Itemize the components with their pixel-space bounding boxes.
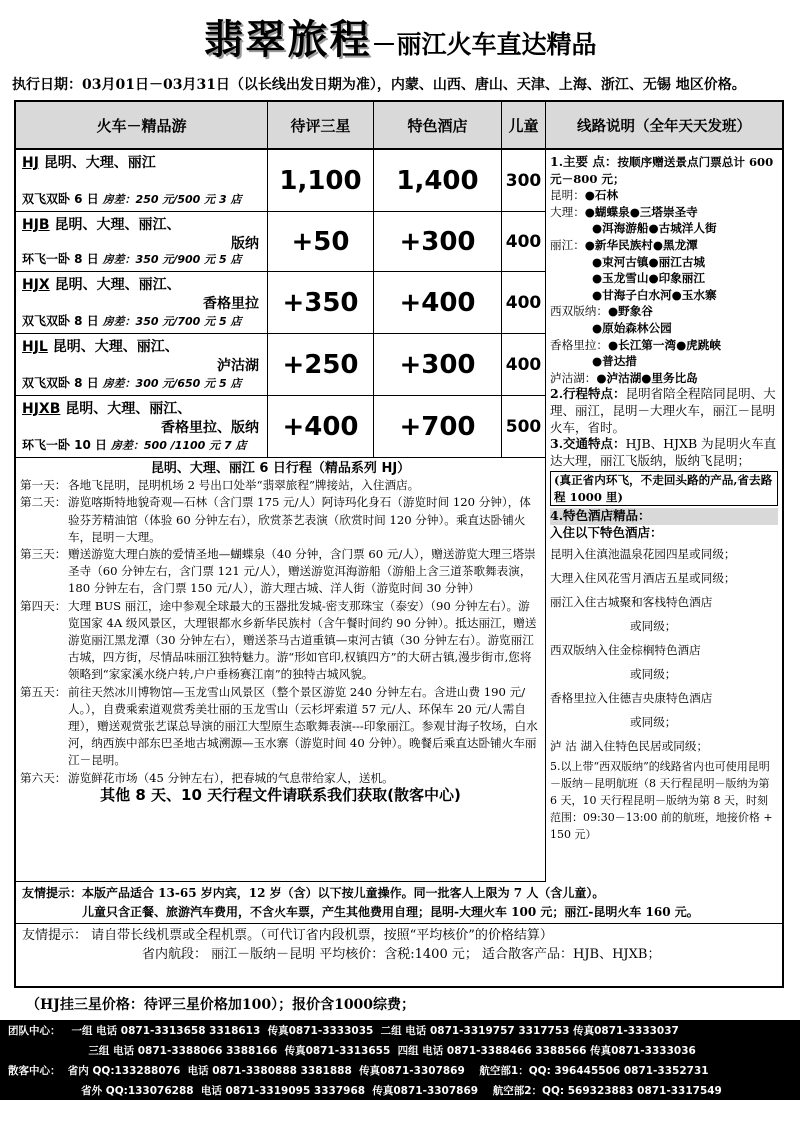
tip-box-1: 友情提示：本版产品适合 13-65 岁内宾，12 岁（含）以下按儿童操作。同一批客人上限为 7 人（含儿童）。 儿童只含正餐、旅游汽车费用，不含火车票，产生其他费用自理；昆明-大理火车 100 元；丽江-昆明火车 160 元。 — [16, 882, 782, 924]
route-info: 双飞双卧 6 日 房差：250 元/500 元 3 店 — [22, 192, 242, 206]
spot-line: 昆明：●石林 — [550, 188, 619, 203]
spot-line: ●玉龙雪山●印象丽江 — [592, 271, 705, 286]
route-name: HJ 昆明、大理、丽江 — [22, 155, 156, 171]
contact-bar — [0, 1020, 800, 1117]
itinerary — [16, 458, 546, 882]
route-row — [16, 396, 546, 458]
price-table — [14, 100, 784, 988]
hotel-line: 或同级； — [630, 714, 677, 729]
itinerary-day: 第六天： 游览鲜花市场（45 分钟左右），把春城的气息带给家人，送机。 — [20, 770, 394, 785]
hotel-line: 泸 沽 湖入住特色民居或同级； — [550, 738, 709, 753]
price-child: 400 — [502, 272, 546, 333]
price-note: （HJ挂三星价格：待评三星价格加100）；报价含1000综费； — [26, 997, 416, 1013]
tip-box-2: 友情提示： 请自带长线机票或全程机票。（可代订省内段机票，按照“平均核价”的价格结算） 省内航段： 丽江－版纳－昆明 平均核价：含税:1400 元； 适合散客产品：HJB、HJXB； — [22, 928, 661, 962]
address-line: 地址： 昆明市环城南路108号东来大厦17楼 云南翡翠旅行社有限公司 许可证号：L-YN-00038 — [8, 1105, 470, 1117]
hotel-line: 或同级； — [630, 618, 677, 633]
itinerary-day: 第一天： 各地飞昆明，昆明机场 2 号出口处举“翡翠旅程”牌接站，入住酒店。 — [20, 478, 420, 493]
route-cell — [16, 212, 268, 271]
price-child: 400 — [502, 334, 546, 395]
itinerary-day: 第四天： 大理 BUS 丽江，途中参观全球最大的玉器批发城-密支那珠宝（泰安）（90 分钟左右）。游览国家 4A 级风景区，大理银都水乡新华民族村（含午餐时间约 90 分钟）。抵达丽江，赠送游览丽江黑龙潭（30 分钟左右），赠送茶马古道重镇—束河古镇（30 分钟左右）。游览丽江古城，四方街，尽情品味丽江独特魅力。游“形如官印,权镇四方”的大研古镇,漫步街市,您将领略到“家家溪水绕户转,户户垂杨赛江南”的独特古城风貌。 — [20, 598, 537, 682]
contact-line: 团队中心： 一组 电话 0871-3313658 3318613 传真0871-3333035 二组 电话 0871-3319757 3317753 传真0871-3333037 — [8, 1025, 679, 1037]
route-row — [16, 212, 546, 272]
spot-line: 丽江：●新华民族村●黑龙潭 — [550, 237, 698, 252]
spot-line: ●甘海子白水河●玉水寨 — [592, 287, 717, 302]
route-info: 环飞一卧 10 日 房差：500 /1100 元 7 店 — [22, 438, 247, 452]
spot-line: ●普达措 — [592, 354, 637, 369]
itinerary-day: 第五天： 前往天然冰川博物馆—玉龙雪山风景区（整个景区游览 240 分钟左右。含进山费 190 元/人。），自费乘索道观赏秀美壮丽的玉龙雪山（云杉坪索道 57 元/人、环保车 20 元/人需自理），赠送观赏张艺谋总导演的丽江大型原生态歌舞表演---印象丽江。参观甘海子牧场，白水河，纳西族中部东巴圣地古城溯源—玉水寨（游览时间 40 分钟）。晚餐后乘直达卧铺火车丽江－昆明。 — [20, 684, 538, 768]
route-name: HJXB 昆明、大理、丽江、 香格里拉、版纳 — [22, 401, 259, 436]
note-4-sub: 入住以下特色酒店： — [550, 525, 663, 541]
itinerary-title: 昆明、大理、丽江 6 日行程（精品系列 HJ） — [150, 461, 411, 476]
hotel-line: 或同级； — [630, 666, 677, 681]
hotel-line: 丽江入住古城聚和客栈特色酒店 — [550, 594, 713, 609]
route-name: HJL 昆明、大理、丽江、 泸沽湖 — [22, 339, 259, 374]
note-3-box: (真正省内环飞，不走回头路的产品,省去路程 1000 里) — [550, 471, 778, 506]
route-cell — [16, 334, 268, 395]
route-cell — [16, 272, 268, 333]
price-star3: +250 — [268, 334, 374, 395]
spot-line: ●束河古镇●丽江古城 — [592, 254, 705, 269]
itinerary-footer: 其他 8 天、10 天行程文件请联系我们获取(散客中心) — [100, 785, 461, 804]
itinerary-day: 第三天： 赠送游览大理白族的爱情圣地—蝴蝶泉（40 分钟，含门票 60 元/人），赠送游览大理三塔崇圣寺（60 分钟左右，含门票 121 元/人），赠送游览洱海游船（游船上含三道茶歌舞表演，180 分钟左右，含门票 150 元/人），游大理古城、洋人街（游览时间 30 分钟） — [20, 547, 536, 596]
price-star3: +350 — [268, 272, 374, 333]
price-hotel: +400 — [374, 272, 502, 333]
header-hotel: 特色酒店 — [374, 102, 502, 150]
spot-line: ●原始森林公园 — [592, 320, 672, 335]
contact-line: 散客中心： 省内 QQ:133288076 电话 0871-3380888 3381888 传真0871-3307869 航空部1：QQ: 396445506 0871-3352731 — [8, 1065, 709, 1077]
price-star3: 1,100 — [268, 150, 374, 211]
spot-line: 大理：●蝴蝶泉●三塔崇圣寺 — [550, 204, 698, 219]
hotel-line: 西双版纳入住金棕榈特色酒店 — [550, 642, 701, 657]
price-star3: +400 — [268, 396, 374, 457]
price-child: 400 — [502, 212, 546, 271]
note-3: 3.交通特点：HJB、HJXB 为昆明火车直达大理，丽江飞版纳，版纳飞昆明； — [550, 436, 777, 468]
execution-dates: 执行日期：03月01日－03月31日（以长线出发日期为准），内蒙、山西、唐山、天津、上海、浙江、无锡 地区价格。 — [12, 77, 746, 93]
route-info: 双飞双卧 8 日 房差：300 元/650 元 5 店 — [22, 376, 242, 390]
hotel-line: 昆明入住滇池温泉花园四星或同级； — [550, 546, 736, 561]
note-1: 1.主要 点：按顺序赠送景点门票总计 600 元－800 元； — [550, 154, 774, 186]
note-5: 5.以上带“西双版纳”的线路省内也可使用昆明－版纳－昆明航班（8 天行程昆明－版纳为第 6 天，10 天行程昆明－版纳为第 8 天，时刻范围：09:30－13:00 前的航班，地接价格 + 150 元） — [550, 759, 773, 841]
route-name: HJB 昆明、大理、丽江、 版纳 — [22, 217, 259, 252]
route-cell — [16, 396, 268, 457]
route-row — [16, 272, 546, 334]
price-star3: +50 — [268, 212, 374, 271]
route-row — [16, 334, 546, 396]
header-route: 火车－精品游 — [16, 102, 268, 150]
price-hotel: 1,400 — [374, 150, 502, 211]
spot-line: 西双版纳：●野象谷 — [550, 304, 653, 319]
hotel-line: 香格里拉入住德吉央康特色酒店 — [550, 690, 713, 705]
price-hotel: +300 — [374, 212, 502, 271]
page-subtitle: －丽江火车直达精品 — [371, 30, 597, 59]
route-row — [16, 150, 546, 212]
brand-name: 翡翠旅程 — [203, 17, 372, 63]
note-2: 2.行程特点：昆明省陪全程陪同昆明、大理、丽江，昆明－大理火车，丽江－昆明火车，省时。 — [550, 386, 776, 435]
page-title — [0, 8, 800, 65]
note-4-title: 4.特色酒店精品： — [550, 508, 778, 525]
header-star3: 待评三星 — [268, 102, 374, 150]
price-child: 300 — [502, 150, 546, 211]
price-hotel: +300 — [374, 334, 502, 395]
contact-line: 三组 电话 0871-3388066 3388166 传真0871-3313655 四组 电话 0871-3388466 3388566 传真0871-3333036 — [8, 1045, 696, 1057]
contact-line: 省外 QQ:133076288 电话 0871-3319095 3337968 传真0871-3307869 航空部2：QQ: 569323883 0871-3317549 — [8, 1085, 722, 1097]
itinerary-day: 第二天： 游览喀斯特地貌奇观—石林（含门票 175 元/人）阿诗玛化身石（游览时间 120 分钟），体验芬芳精油馆（体验 60 分钟左右），欣赏茶艺表演（欣赏时间 120 分钟）。乘直达卧铺火车，昆明－大理。 — [20, 495, 531, 544]
header-child: 儿童 — [502, 102, 546, 150]
spot-line: 泸沽湖：●泸沽湖●里务比岛 — [550, 370, 698, 385]
route-info: 环飞一卧 8 日 房差：350 元/900 元 5 店 — [22, 252, 242, 266]
route-cell — [16, 150, 268, 211]
route-info: 双飞双卧 8 日 房差：350 元/700 元 5 店 — [22, 314, 242, 328]
route-notes — [546, 150, 782, 882]
hotel-line: 大理入住风花雪月酒店五星或同级； — [550, 570, 736, 585]
spot-line: ●洱海游船●古城洋人街 — [592, 221, 717, 236]
spot-line: 香格里拉：●长江第一湾●虎跳峡 — [550, 337, 721, 352]
price-hotel: +700 — [374, 396, 502, 457]
route-name: HJX 昆明、大理、丽江、 香格里拉 — [22, 277, 259, 312]
header-route-notes: 线路说明（全年天天发班） — [546, 102, 782, 150]
price-child: 500 — [502, 396, 546, 457]
